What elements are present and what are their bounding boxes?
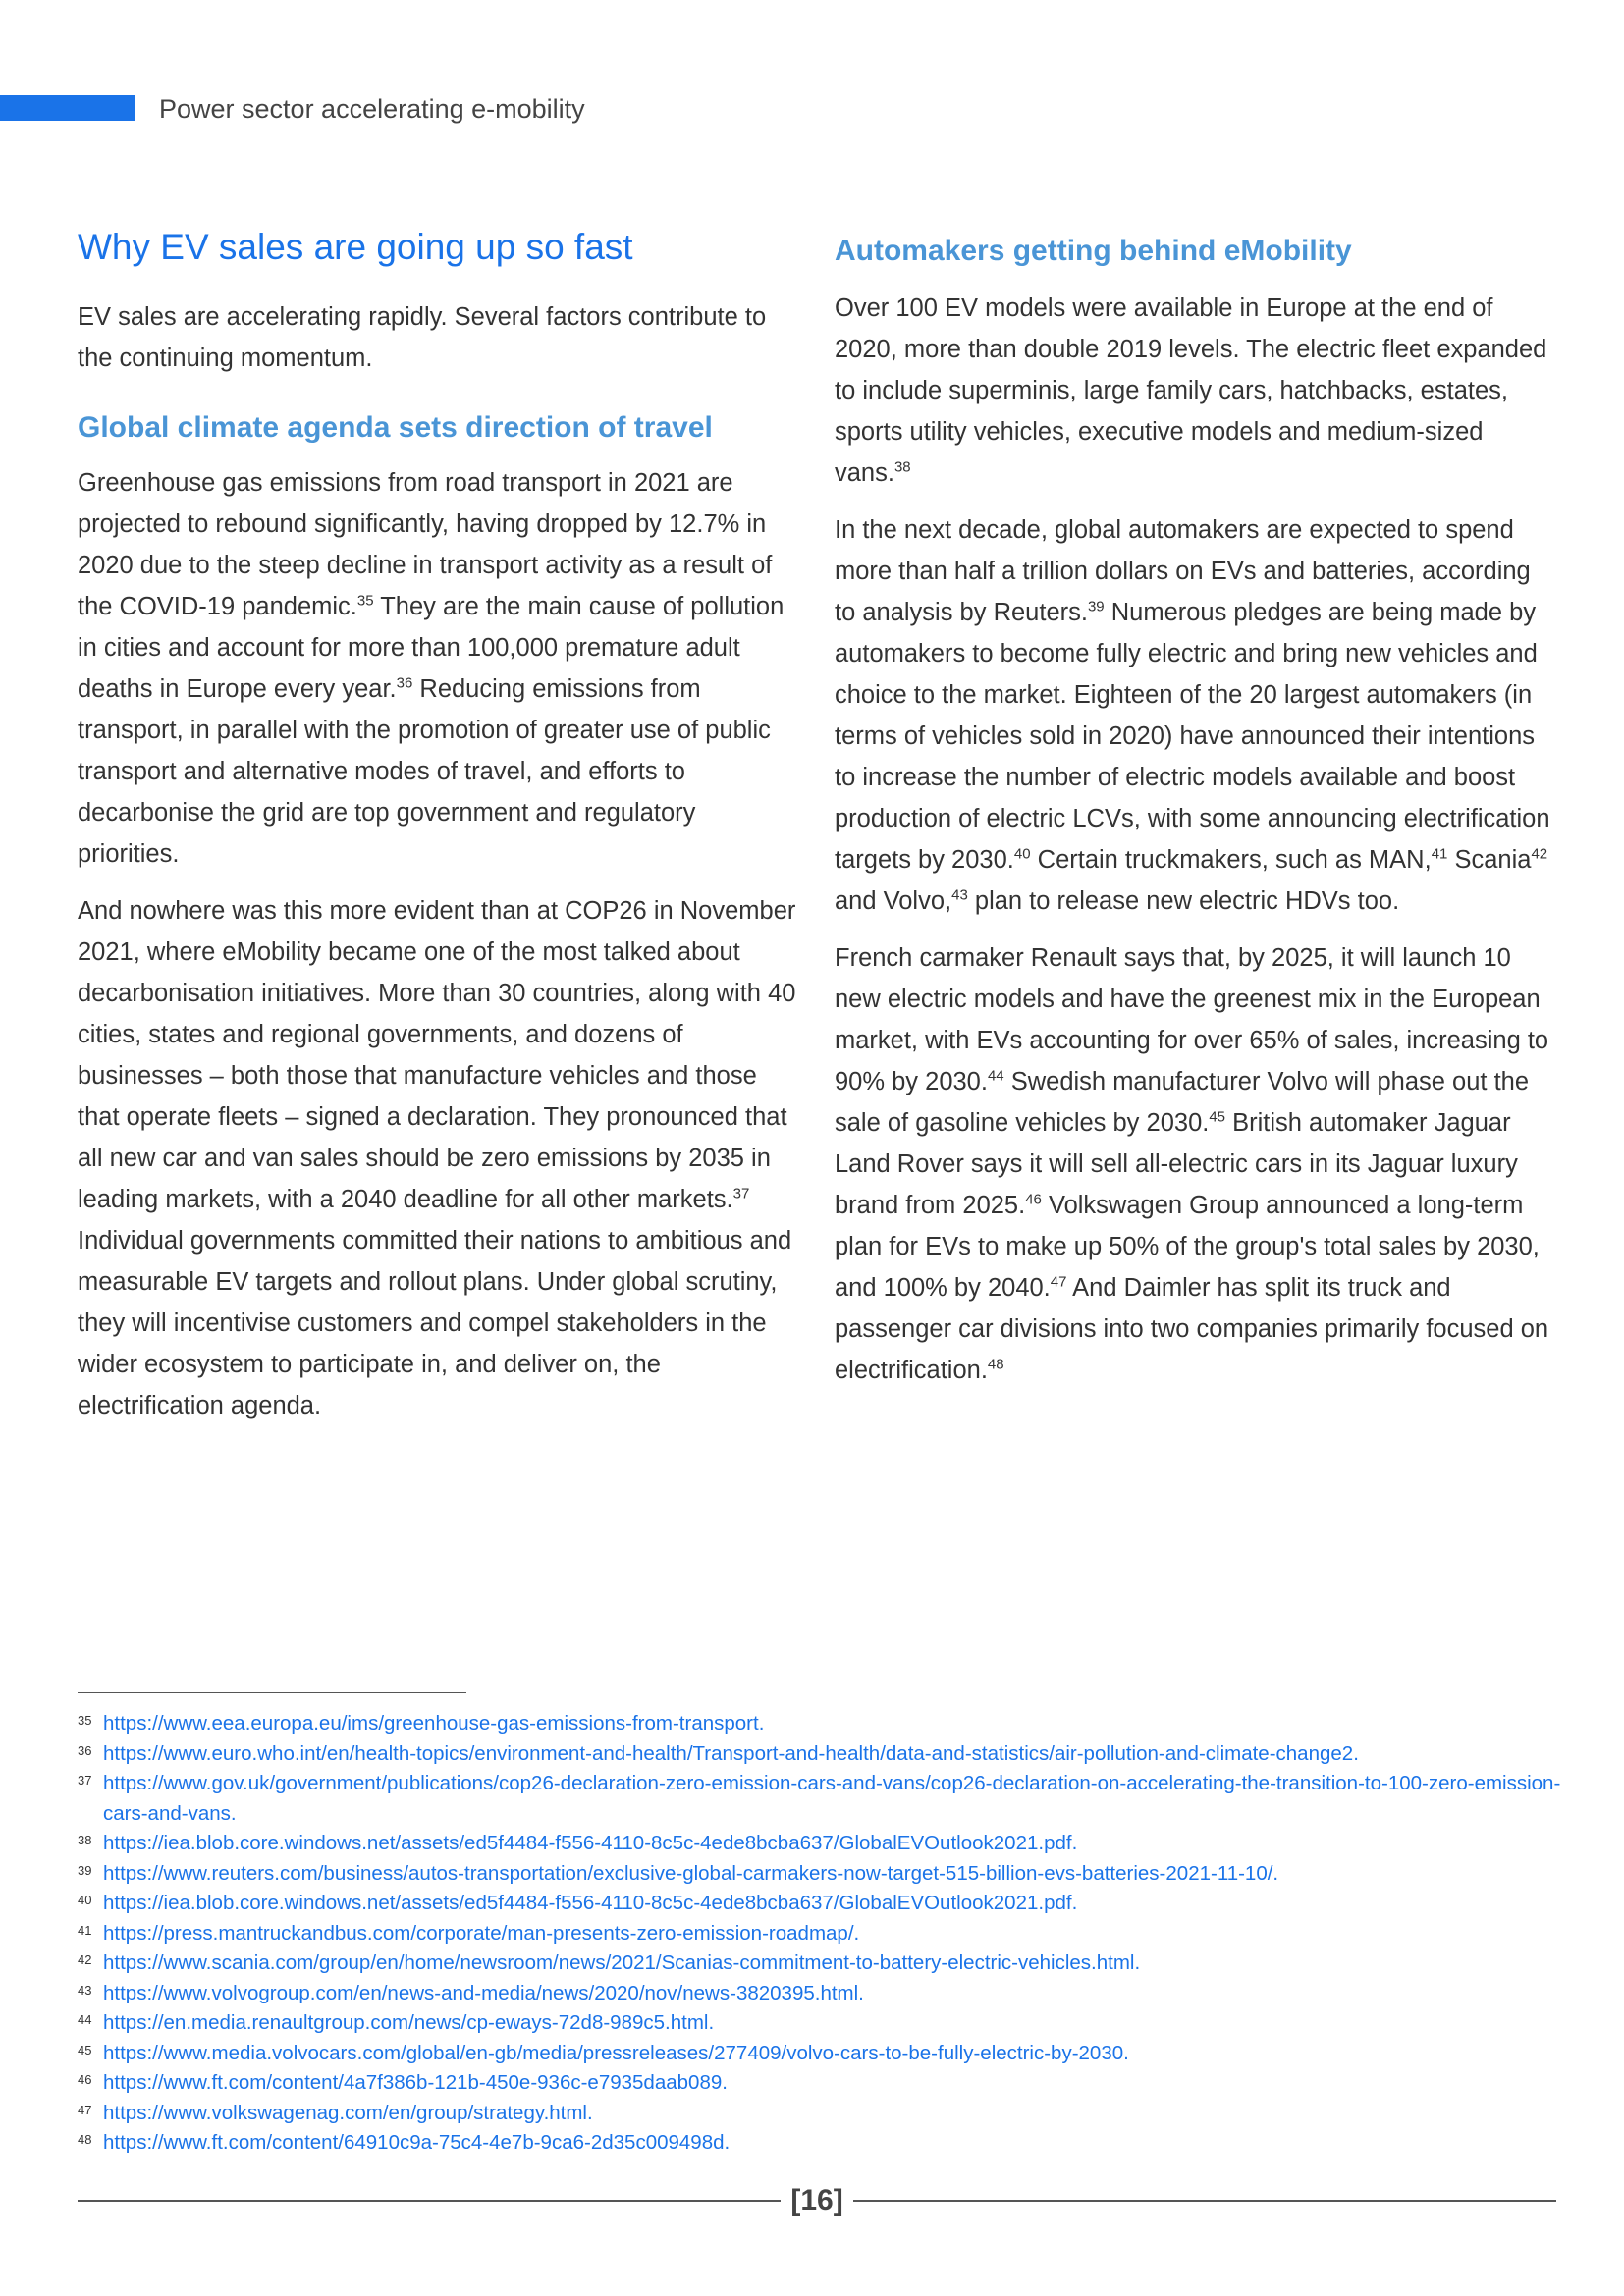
footnote-ref[interactable]: 38: [893, 458, 911, 476]
footnote-ref[interactable]: 36: [396, 674, 413, 692]
footnote-item: 46 https://www.ft.com/content/4a7f386b-121b-450e-936c-e7935daab089.: [78, 2068, 1570, 2099]
footnote-item: 44 https://en.media.renaultgroup.com/news/cp-eways-72d8-989c5.html.: [78, 2008, 1570, 2039]
footnote-item: 39 https://www.reuters.com/business/autos-transportation/exclusive-global-carmakers-now-target-515-billion-evs-batteries-2021-11-10/.: [78, 1859, 1570, 1890]
footnote-link[interactable]: https://www.volvogroup.com/en/news-and-media/news/2020/nov/news-3820395.html.: [103, 1981, 864, 2004]
footnote-link[interactable]: https://iea.blob.core.windows.net/assets/ed5f4484-f556-4110-8c5c-4ede8bcba637/GlobalEVOutlook2021.pdf.: [103, 1892, 1078, 1914]
footnote-link[interactable]: https://iea.blob.core.windows.net/assets/ed5f4484-f556-4110-8c5c-4ede8bcba637/GlobalEVOutlook2021.pdf.: [103, 1832, 1078, 1854]
footnote-link[interactable]: https://www.euro.who.int/en/health-topics/environment-and-health/Transport-and-health/data-and-statistics/air-pollution-and-climate-change2.: [103, 1741, 1359, 1765]
footnote-link[interactable]: https://www.eea.europa.eu/ims/greenhouse-gas-emissions-from-transport.: [103, 1712, 765, 1735]
footnote-ref[interactable]: 37: [732, 1185, 750, 1202]
paragraph: Over 100 EV models were available in Europe at the end of 2020, more than double 2019 levels. The electric fleet expanded to include superminis, large family cars, hatchbacks, estates, sports utility vehicles, executive models and medium-sized vans.$^{38}$: [835, 294, 1547, 487]
section-title: Why EV sales are going up so fast: [78, 227, 633, 267]
left-column: [78, 226, 799, 1442]
footnote-item: 45 https://www.media.volvocars.com/global/en-gb/media/pressreleases/277409/volvo-cars-to-be-fully-electric-by-2030.: [78, 2039, 1570, 2069]
footnote-item: 42 https://www.scania.com/group/en/home/newsroom/news/2021/Scanias-commitment-to-battery-electric-vehicles.html.: [78, 1949, 1570, 1979]
footnote-item: 38 https://iea.blob.core.windows.net/assets/ed5f4484-f556-4110-8c5c-4ede8bcba637/GlobalEVOutlook2021.pdf.: [78, 1829, 1570, 1859]
footnote-link[interactable]: https://www.ft.com/content/64910c9a-75c4-4e7b-9ca6-2d35c009498d.: [103, 2131, 731, 2154]
footnote-ref[interactable]: 39: [1087, 598, 1105, 615]
subsection-title: Automakers getting behind eMobility: [835, 235, 1352, 267]
footnote-link[interactable]: https://press.mantruckandbus.com/corporate/man-presents-zero-emission-roadmap/.: [103, 1921, 860, 1945]
footnote-ref[interactable]: 41: [1431, 845, 1448, 863]
footnote-ref[interactable]: 48: [987, 1356, 1004, 1373]
header-accent-bar: [0, 95, 135, 121]
footnote-item: 37 https://www.gov.uk/government/publications/cop26-declaration-zero-emission-cars-and-vans/cop26-declaration-on-accelerating-the-transition-to-100-zero-emission-cars-and-vans.: [78, 1769, 1570, 1829]
footnote-link[interactable]: https://www.ft.com/content/4a7f386b-121b-450e-936c-e7935daab089.: [103, 2071, 728, 2094]
footnote-ref[interactable]: 40: [1013, 845, 1031, 863]
footnotes: [78, 1709, 1570, 2159]
running-header: Power sector accelerating e-mobility: [159, 94, 585, 124]
footnote-link[interactable]: https://en.media.renaultgroup.com/news/cp-eways-72d8-989c5.html.: [103, 2011, 715, 2034]
footnote-ref[interactable]: 42: [1531, 845, 1548, 863]
footnote-link[interactable]: https://www.reuters.com/business/autos-transportation/exclusive-global-carmakers-now-target-515-billion-evs-batteries-2021-11-10/.: [103, 1861, 1279, 1885]
footnote-ref[interactable]: 43: [951, 886, 968, 904]
footnote-ref[interactable]: 45: [1209, 1108, 1226, 1126]
paragraph: French carmaker Renault says that, by 2025, it will launch 10 new electric models and have the greenest mix in the European market, with EVs accounting for over 65% of sales, increasing to 90% by 2030.44 Swedish manufacturer Volvo will phase out the sale of gasoline vehicles by 2030.45 British automaker Jaguar Land Rover says it will sell all-electric cars in its Jaguar luxury brand from 2025.46 Volkswagen Group announced a long-term plan for EVs to make up 50% of the group's total sales by 2030, and 100% by 2040.47 And Daimler has split its truck and passenger car divisions into two companies primarily focused on electrification.$^{48}$: [835, 944, 1549, 1384]
paragraph: Greenhouse gas emissions from road transport in 2021 are projected to rebound significantly, having dropped by 12.7% in 2020 due to the steep decline in transport activity as a result of the COVID-19 pandemic.$^{35}$ They are the main cause of pollution in cities and account for more than 100,000 premature adult deaths in Europe every year.$^{36}$ Reducing emissions from transport, in parallel with the promotion of greater use of public transport and alternative modes of travel, and efforts to decarbonise the grid are top government and regulatory priorities.: [78, 469, 785, 869]
footer-rule-left: [78, 2200, 781, 2202]
footnote-item: 43 https://www.volvogroup.com/en/news-and-media/news/2020/nov/news-3820395.html.: [78, 1979, 1570, 2009]
paragraph: In the next decade, global automakers are expected to spend more than half a trillion dollars on EVs and batteries, according to analysis by Reuters.$^{39}$ Numerous pledges are being made by automakers to become fully electric and bring new vehicles and choice to the market. Eighteen of the 20 largest automakers (in terms of vehicles sold in 2020) have announced their intentions to increase the number of electric models available and boost production of electric LCVs, with some announcing electrification targets by 2030.40 Certain truckmakers, such as MAN,$^{41}$ Scania$^{42}$ and Volvo,$^{43}$ plan to release new electric HDVs too.: [835, 516, 1550, 915]
footnote-item: 41 https://press.mantruckandbus.com/corporate/man-presents-zero-emission-roadmap/.: [78, 1919, 1570, 1949]
footnote-item: 35 https://www.eea.europa.eu/ims/greenhouse-gas-emissions-from-transport.: [78, 1709, 1570, 1739]
footnote-ref[interactable]: 44: [987, 1067, 1004, 1085]
right-column: [835, 232, 1556, 1407]
footnote-item: 47 https://www.volkswagenag.com/en/group/strategy.html.: [78, 2099, 1570, 2129]
footnote-link[interactable]: https://www.scania.com/group/en/home/newsroom/news/2021/Scanias-commitment-to-battery-electric-vehicles.html.: [103, 1951, 1141, 1974]
footnote-item: 36 https://www.euro.who.int/en/health-topics/environment-and-health/Transport-and-health/data-and-statistics/air-pollution-and-climate-change2.: [78, 1739, 1570, 1770]
footnote-item: 40 https://iea.blob.core.windows.net/assets/ed5f4484-f556-4110-8c5c-4ede8bcba637/GlobalEVOutlook2021.pdf.: [78, 1889, 1570, 1919]
intro-paragraph: EV sales are accelerating rapidly. Several factors contribute to the continuing momentum.: [78, 303, 767, 373]
footnote-divider: [78, 1692, 466, 1693]
page-number: [16]: [790, 2184, 843, 2216]
footnote-ref[interactable]: 47: [1050, 1273, 1067, 1291]
footnote-item: 48 https://www.ft.com/content/64910c9a-75c4-4e7b-9ca6-2d35c009498d.: [78, 2128, 1570, 2159]
footnote-link[interactable]: https://www.media.volvocars.com/global/en-gb/media/pressreleases/277409/volvo-cars-to-be-fully-electric-by-2030.: [103, 2041, 1129, 2064]
paragraph: And nowhere was this more evident than at COP26 in November 2021, where eMobility became one of the most talked about decarbonisation initiatives. More than 30 countries, along with 40 cities, states and regional governments, and dozens of businesses – both those that manufacture vehicles and those that operate fleets – signed a declaration. They pronounced that all new car and van sales should be zero emissions by 2035 in leading markets, with a 2040 deadline for all other markets.$^{37}$ Individual governments committed their nations to ambitious and measurable EV targets and rollout plans. Under global scrutiny, they will incentivise customers and compel stakeholders in the wider ecosystem to participate in, and deliver on, the electrification agenda.: [78, 897, 796, 1420]
footnote-link[interactable]: https://www.volkswagenag.com/en/group/strategy.html.: [103, 2101, 593, 2124]
footnote-ref[interactable]: 46: [1025, 1191, 1042, 1208]
page-footer: [78, 2181, 1556, 2220]
footnote-link[interactable]: https://www.gov.uk/government/publications/cop26-declaration-zero-emission-cars-and-vans/cop26-declaration-on-accelerating-the-transition-to-100-zero-emission-cars-and-vans.: [103, 1772, 1561, 1825]
footnote-ref[interactable]: 35: [356, 592, 374, 610]
footer-rule-right: [853, 2200, 1556, 2202]
subsection-title: Global climate agenda sets direction of travel: [78, 411, 713, 445]
